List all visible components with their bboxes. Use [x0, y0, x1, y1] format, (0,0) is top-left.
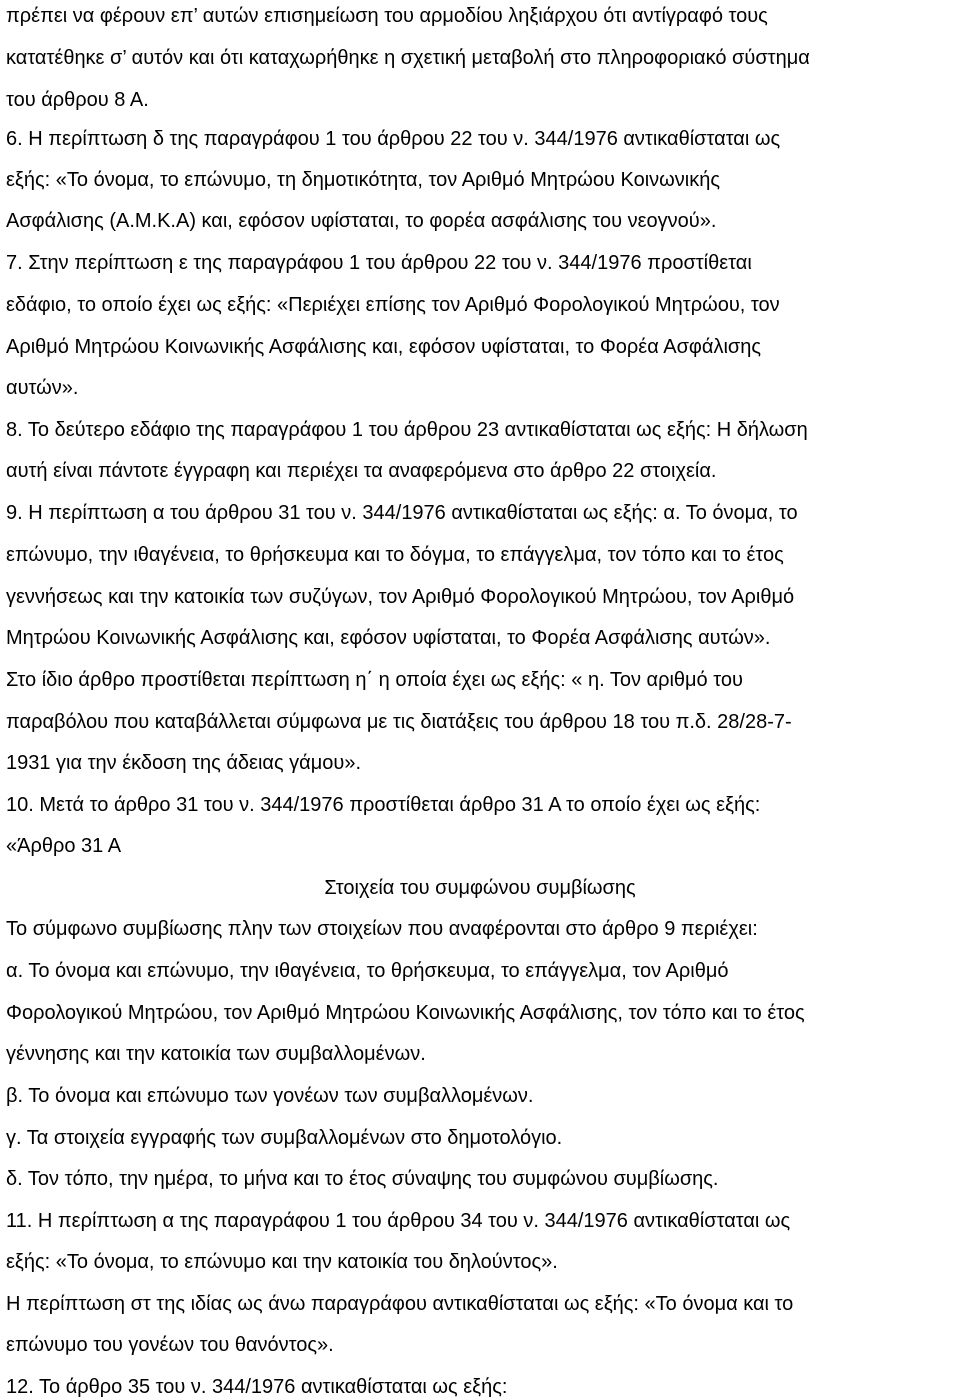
- text-line: 7. Στην περίπτωση ε της παραγράφου 1 του άρθρου 22 του ν. 344/1976 προστίθεται: [6, 252, 752, 274]
- text-line: του άρθρου 8 Α.: [6, 89, 149, 111]
- text-line: γεννήσεως και την κατοικία των συζύγων, τον Αριθμό Φορολογικού Μητρώου, τον Αριθμό: [6, 586, 795, 608]
- text-line: 8. Το δεύτερο εδάφιο της παραγράφου 1 του άρθρου 23 αντικαθίσταται ως εξής: Η δήλωση: [6, 419, 808, 441]
- text-line: γέννησης και την κατοικία των συμβαλλομένων.: [6, 1043, 426, 1065]
- text-line: εδάφιο, το οποίο έχει ως εξής: «Περιέχει επίσης τον Αριθμό Φορολογικού Μητρώου, τον: [6, 294, 780, 316]
- text-line: Στο ίδιο άρθρο προστίθεται περίπτωση η΄ η οποία έχει ως εξής: « η. Τον αριθμό του: [6, 669, 743, 691]
- text-line: β. Το όνομα και επώνυμο των γονέων των συμβαλλομένων.: [6, 1085, 534, 1107]
- text-line: 6. Η περίπτωση δ της παραγράφου 1 του άρθρου 22 του ν. 344/1976 αντικαθίσταται ως: [6, 128, 781, 150]
- text-line: πρέπει να φέρουν επ’ αυτών επισημείωση του αρμοδίου ληξιάρχου ότι αντίγραφό τους: [6, 5, 768, 27]
- text-line: κατατέθηκε σ’ αυτόν και ότι καταχωρήθηκε η σχετική μεταβολή στο πληροφοριακό σύστημα: [6, 47, 810, 69]
- text-line: α. Το όνομα και επώνυμο, την ιθαγένεια, το θρήσκευμα, το επάγγελμα, τον Αριθμό: [6, 960, 729, 982]
- text-line: εξής: «Το όνομα, το επώνυμο και την κατοικία του δηλούντος».: [6, 1251, 558, 1273]
- text-line: αυτή είναι πάντοτε έγγραφη και περιέχει τα αναφερόμενα στο άρθρο 22 στοιχεία.: [6, 460, 717, 482]
- text-line: αυτών».: [6, 377, 79, 399]
- text-line: παραβόλου που καταβάλλεται σύμφωνα με τις διατάξεις του άρθρου 18 του π.δ. 28/28-7-: [6, 711, 792, 733]
- text-line: 12. Το άρθρο 35 του ν. 344/1976 αντικαθίσταται ως εξής:: [6, 1376, 508, 1398]
- text-line: 9. Η περίπτωση α του άρθρου 31 του ν. 344/1976 αντικαθίσταται ως εξής: α. Το όνομα, το: [6, 502, 798, 524]
- text-line: επώνυμο, την ιθαγένεια, το θρήσκευμα και το δόγμα, το επάγγελμα, τον τόπο και το έτος: [6, 544, 784, 566]
- text-line: γ. Τα στοιχεία εγγραφής των συμβαλλομένων στο δημοτολόγιο.: [6, 1127, 563, 1149]
- text-line: «Άρθρο 31 Α: [6, 835, 122, 857]
- text-line: Μητρώου Κοινωνικής Ασφάλισης και, εφόσον υφίσταται, το Φορέα Ασφάλισης αυτών».: [6, 627, 771, 649]
- section-heading: Στοιχεία του συμφώνου συμβίωσης: [324, 877, 636, 899]
- text-line: Η περίπτωση στ της ιδίας ως άνω παραγράφου αντικαθίσταται ως εξής: «Το όνομα και το: [6, 1293, 794, 1315]
- text-line: Αριθμό Μητρώου Κοινωνικής Ασφάλισης και, εφόσον υφίσταται, το Φορέα Ασφάλισης: [6, 336, 761, 358]
- text-line: 11. Η περίπτωση α της παραγράφου 1 του άρθρου 34 του ν. 344/1976 αντικαθίσταται ως: [6, 1210, 791, 1232]
- text-line: 1931 για την έκδοση της άδειας γάμου».: [6, 752, 361, 774]
- text-line: Φορολογικού Μητρώου, τον Αριθμό Μητρώου Κοινωνικής Ασφάλισης, τον τόπο και το έτος: [6, 1002, 805, 1024]
- text-line: Ασφάλισης (Α.Μ.Κ.Α) και, εφόσον υφίσταται, το φορέα ασφάλισης του νεογνού».: [6, 210, 717, 232]
- text-line: εξής: «Το όνομα, το επώνυμο, τη δημοτικότητα, τον Αριθμό Μητρώου Κοινωνικής: [6, 169, 720, 191]
- text-line: επώνυμο του γονέων του θανόντος».: [6, 1334, 334, 1356]
- text-line: δ. Τον τόπο, την ημέρα, το μήνα και το έτος σύναψης του συμφώνου συμβίωσης.: [6, 1168, 719, 1190]
- text-line: 10. Μετά το άρθρο 31 του ν. 344/1976 προστίθεται άρθρο 31 Α το οποίο έχει ως εξής:: [6, 794, 761, 816]
- text-line: Το σύμφωνο συμβίωσης πλην των στοιχείων που αναφέρονται στο άρθρο 9 περιέχει:: [6, 918, 758, 940]
